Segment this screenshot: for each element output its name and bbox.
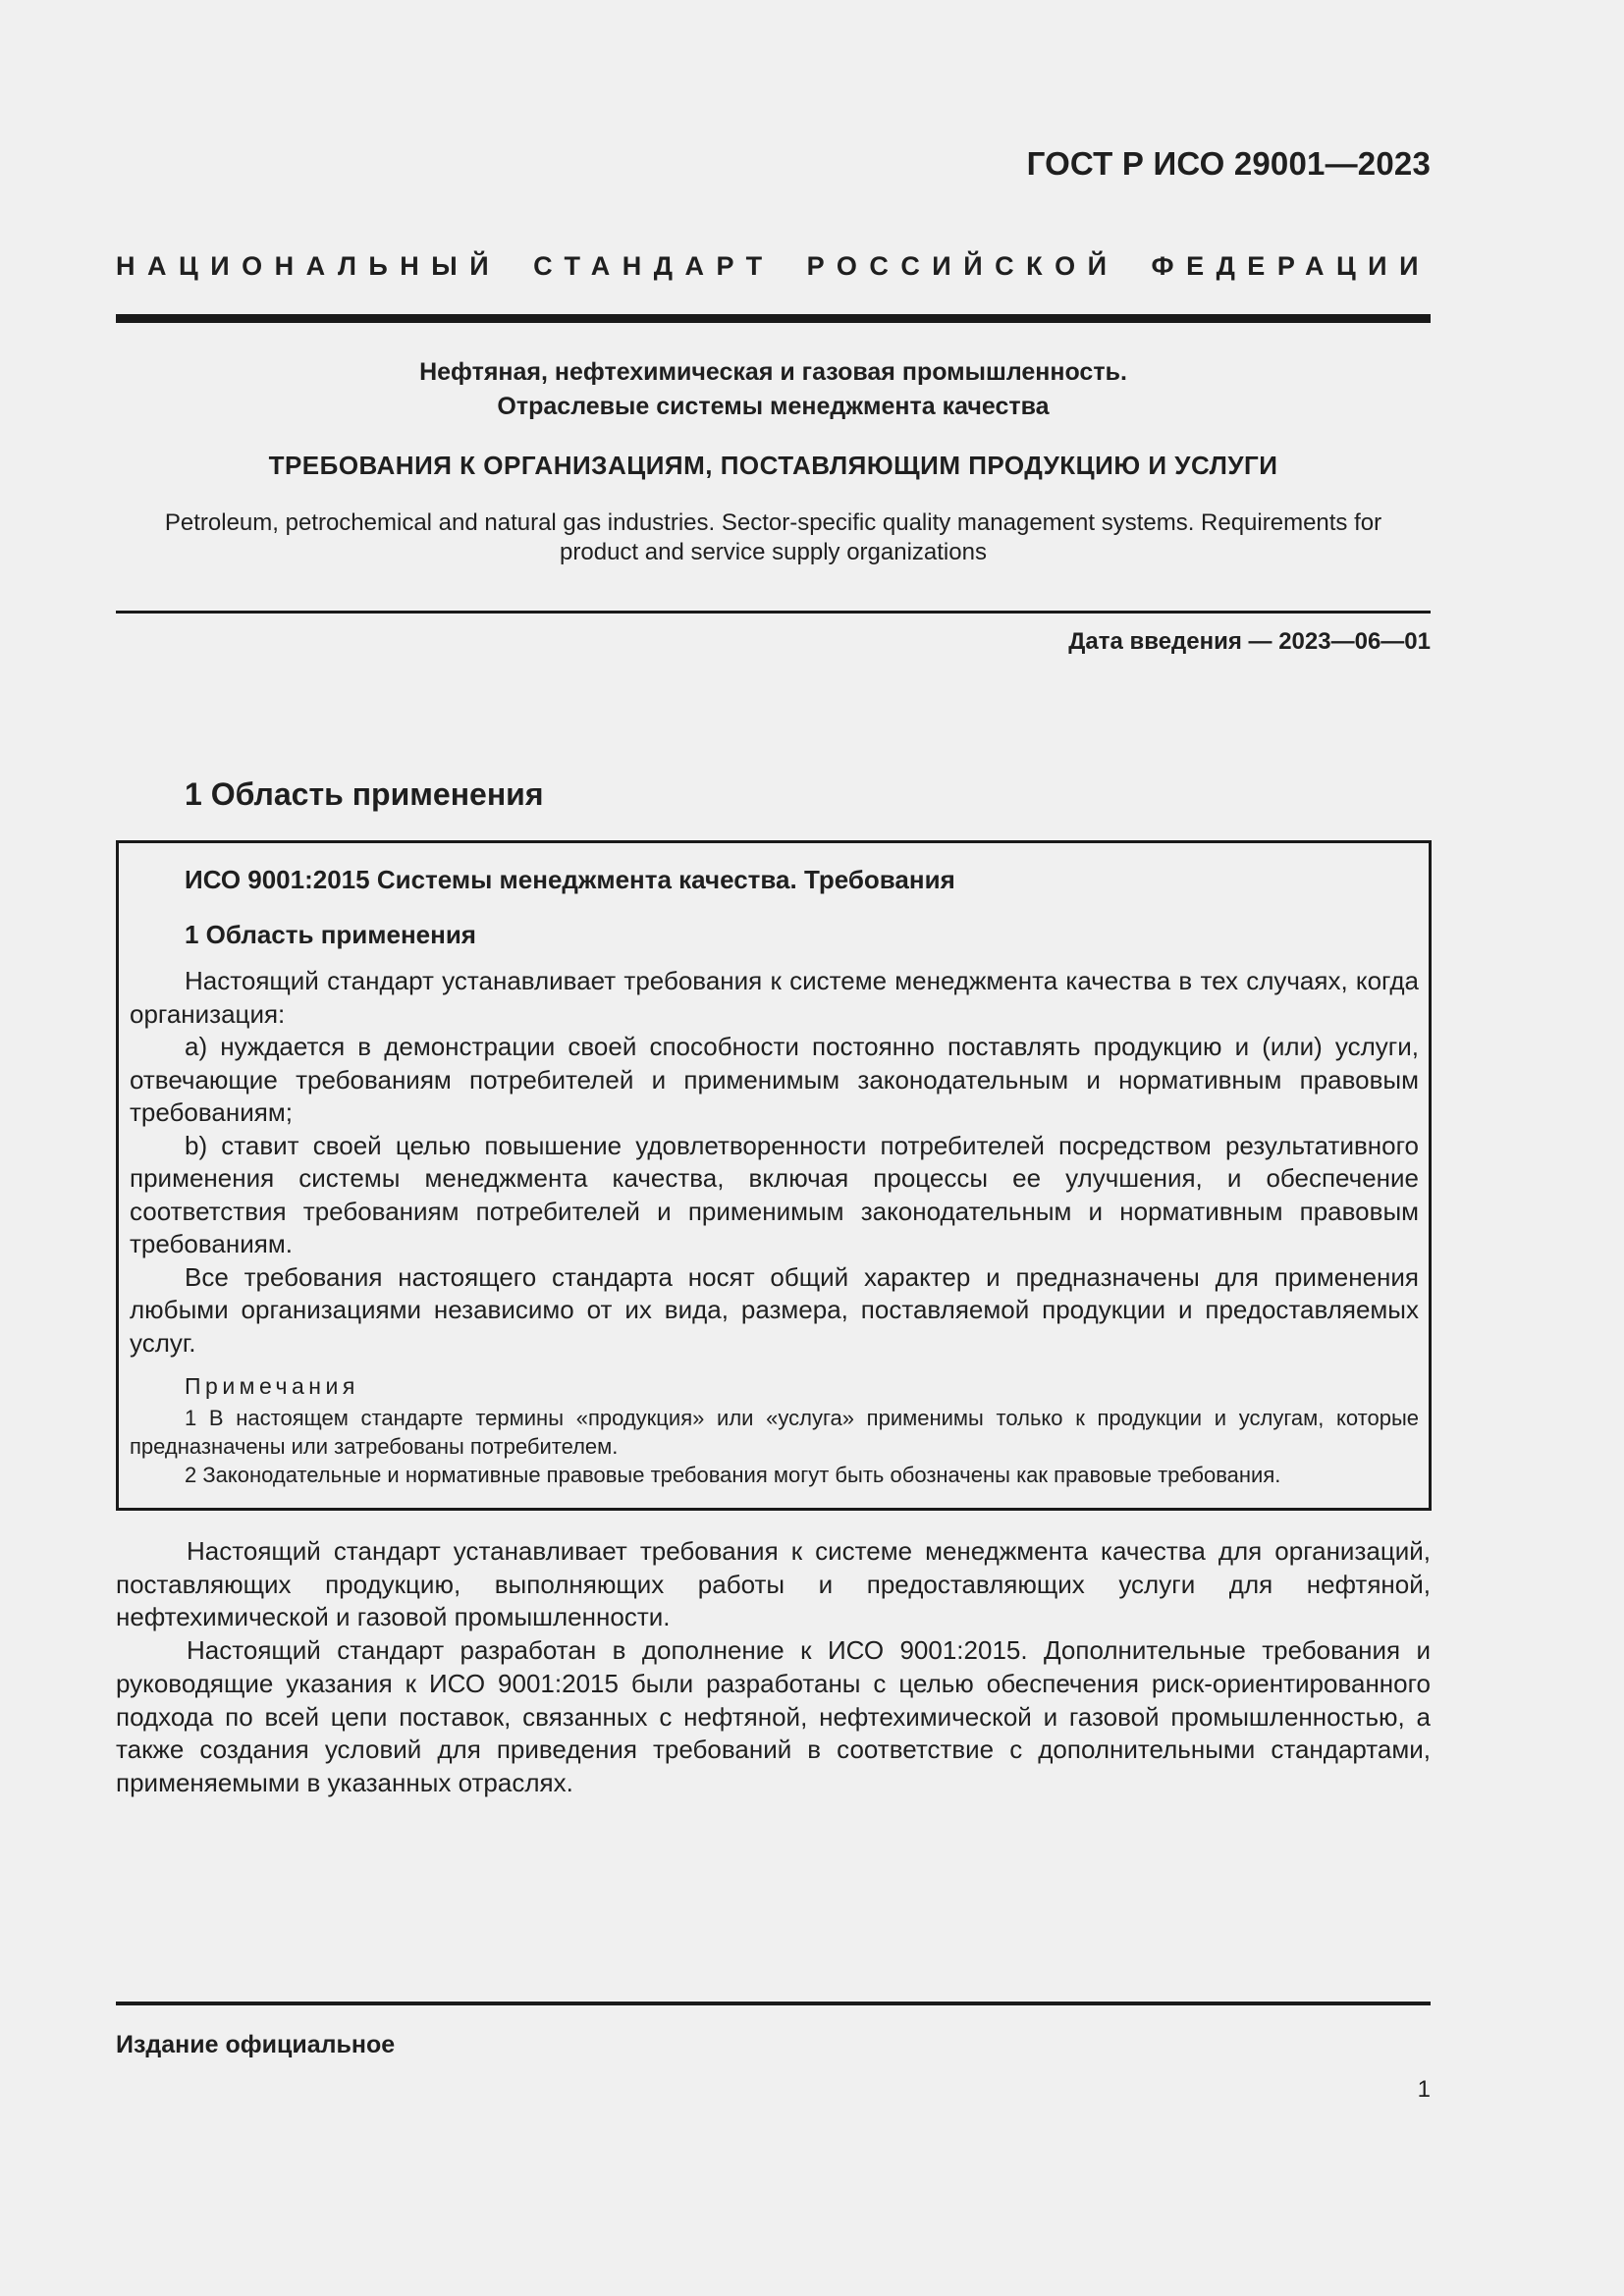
note-1: 1 В настоящем стандарте термины «продукция» или «услуга» применимы только к продукции и услугам, которые предназначены или затребованы потребителем. [130,1406,1419,1459]
document-subtitle [116,355,1431,424]
iso-box-heading: ИСО 9001:2015 Системы менеджмента качества. Требования [185,865,955,894]
iso-box-text [119,965,1429,1360]
note-2: 2 Законодательные и нормативные правовые требования могут быть обозначены как правовые требования. [185,1463,1281,1487]
introduction-date: Дата введения — 2023—06—01 [1068,628,1431,655]
iso-paragraph-1: Настоящий стандарт устанавливает требования к системе менеджмента качества в тех случаях, когда организация: [130,966,1419,1029]
header-divider [116,314,1431,323]
body-paragraph-1: Настоящий стандарт устанавливает требования к системе менеджмента качества для организаций, поставляющих продукцию, выполняющих работы и предоставляющих услуги для нефтяной, нефтехимической и газовой промышленности. [116,1536,1431,1632]
english-title-line-1: Petroleum, petrochemical and natural gas industries. Sector-specific quality management systems. Requirements for [164,509,1382,536]
edition-label: Издание официальное [116,2031,396,2058]
body-paragraph-2: Настоящий стандарт разработан в дополнение к ИСО 9001:2015. Дополнительные требования и руководящие указания к ИСО 9001:2015 были разработаны с целью обеспечения риск-ориентированного подхода по всей цепи поставок, связанных с нефтяной, нефтехимической и газовой промышленностью, а также создания условий для приведения требований в соответствие с дополнительными стандартами, применяемыми в указанных отраслях. [116,1635,1431,1797]
section-heading: 1 Область применения [185,776,544,812]
body-text [116,1535,1431,1800]
iso-paragraph-2: Все требования настоящего стандарта носят общий характер и предназначены для применения любыми организациями независимо от их вида, размера, поставляемой продукции и предоставляемых услуг. [130,1261,1419,1358]
document-number: ГОСТ Р ИСО 29001—2023 [1026,145,1431,182]
english-title-line-2: product and service supply organizations [560,539,987,565]
english-title [116,508,1431,567]
subtitle-line-2: Отраслевые системы менеджмента качества [497,393,1050,420]
national-standard-banner: НАЦИОНАЛЬНЫЙ СТАНДАРТ РОССИЙСКОЙ ФЕДЕРАЦИИ [116,251,1431,281]
iso-item-a: a) нуждается в демонстрации своей способности постоянно поставлять продукцию и (или) услуги, отвечающие требованиям потребителей и применимым законодательным и нормативным правовым требованиям; [130,1032,1419,1127]
title-divider [116,611,1431,614]
iso-quote-box [116,840,1432,1511]
footer-divider [116,2002,1431,2005]
iso-box-subheading: 1 Область применения [185,920,476,949]
page-number: 1 [1417,2076,1431,2103]
subtitle-line-1: Нефтяная, нефтехимическая и газовая промышленность. [419,358,1127,386]
iso-item-b: b) ставит своей целью повышение удовлетворенности потребителей посредством результативного применения системы менеджмента качества, включая процессы ее улучшения, и обеспечение соответствия требованиям потребителей и применимым законодательным и нормативным правовым требованиям. [130,1130,1419,1258]
requirements-title: ТРЕБОВАНИЯ К ОРГАНИЗАЦИЯМ, ПОСТАВЛЯЮЩИМ ПРОДУКЦИЮ И УСЛУГИ [268,451,1278,480]
notes-title: Примечания [185,1373,359,1399]
notes-list [119,1404,1429,1489]
